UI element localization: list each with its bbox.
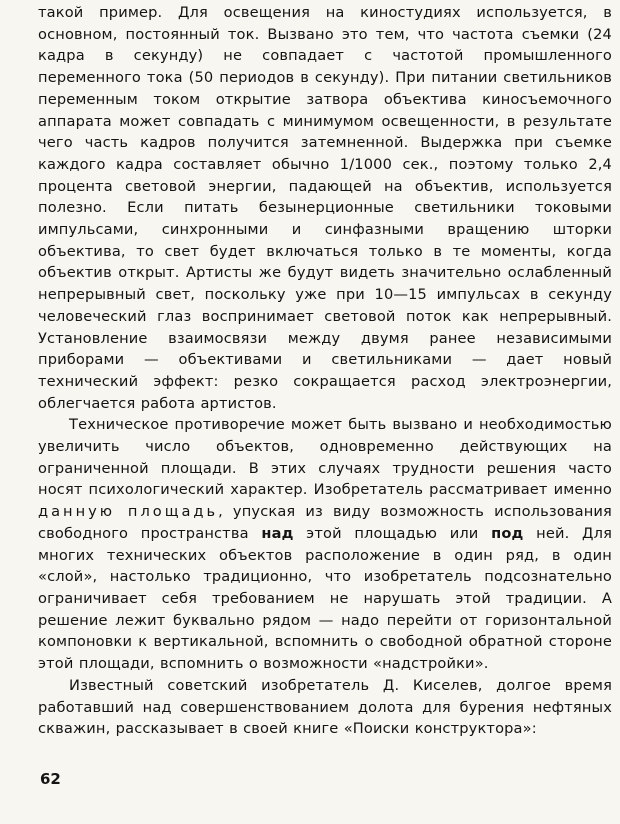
- paragraph-3-text: Известный советский изобретатель Д. Киселев, долгое время работавший над совершенствованием долота для бурения нефтяных скважин, рассказывает в своей книге «Поиски конструктора»:: [38, 676, 612, 738]
- page-number: 62: [40, 770, 61, 788]
- paragraph-2-text-a: Техническое противоречие может быть вызвано и необходимостью увеличить число объектов, одновременно действующих на ограниченной площади. В этих случаях трудности решения часто носят психологический характер. Изобретатель рассматривает именно: [38, 416, 612, 499]
- paragraph-2-text-c: этой площадью или: [293, 524, 492, 542]
- paragraph-3: [38, 675, 612, 740]
- bold-word-above: над: [261, 524, 294, 542]
- paragraph-2-text-d: ней. Для многих технических объектов расположение в один ряд, в один «слой», настолько традиционно, что изобретатель подсознательно ограничивает себя требованием не нарушать этой традиции. А решение лежит буквально рядом — надо перейти от горизонтальной компоновки к вертикальной, вспомнить о свободной обратной стороне этой площади, вспомнить о возможности «надстройки».: [38, 524, 612, 673]
- paragraph-1: [38, 2, 612, 414]
- paragraph-2: [38, 414, 612, 674]
- paragraph-1-text: такой пример. Для освещения на киностудиях используется, в основном, постоянный ток. Вызвано это тем, что частота съемки (24 кадра в секунду) не совпадает с частотой промышленного переменного тока (50 периодов в секунду). При питании светильников переменным током открытие затвора объектива киносъемочного аппарата может совпадать с минимумом освещенности, в результате чего часть кадров получится затемненной. Выдержка при съемке каждого кадра составляет обычно 1/1000 сек., поэтому только 2,4 процента световой энергии, падающей на объектив, используется полезно. Если питать безынерционные светильники токовыми импульсами, синхронными и синфазными вращению шторки объектива, то свет будет включаться только в те моменты, когда объектив открыт. Артисты же будут видеть значительно ослабленный непрерывный свет, поскольку уже при 10—15 импульсах в секунду человеческий глаз воспринимает световой поток как непрерывный. Установление взаимосвязи между двумя ранее независимыми приборами — объективами и светильниками — дает новый технический эффект: резко сокращается расход электроэнергии, облегчается работа артистов.: [38, 4, 612, 412]
- paragraph-2-text-b: , упуская из виду возможность использования свободного пространства: [38, 503, 612, 542]
- bold-word-below: под: [491, 524, 524, 542]
- emphasized-phrase: данную площадь: [38, 503, 219, 521]
